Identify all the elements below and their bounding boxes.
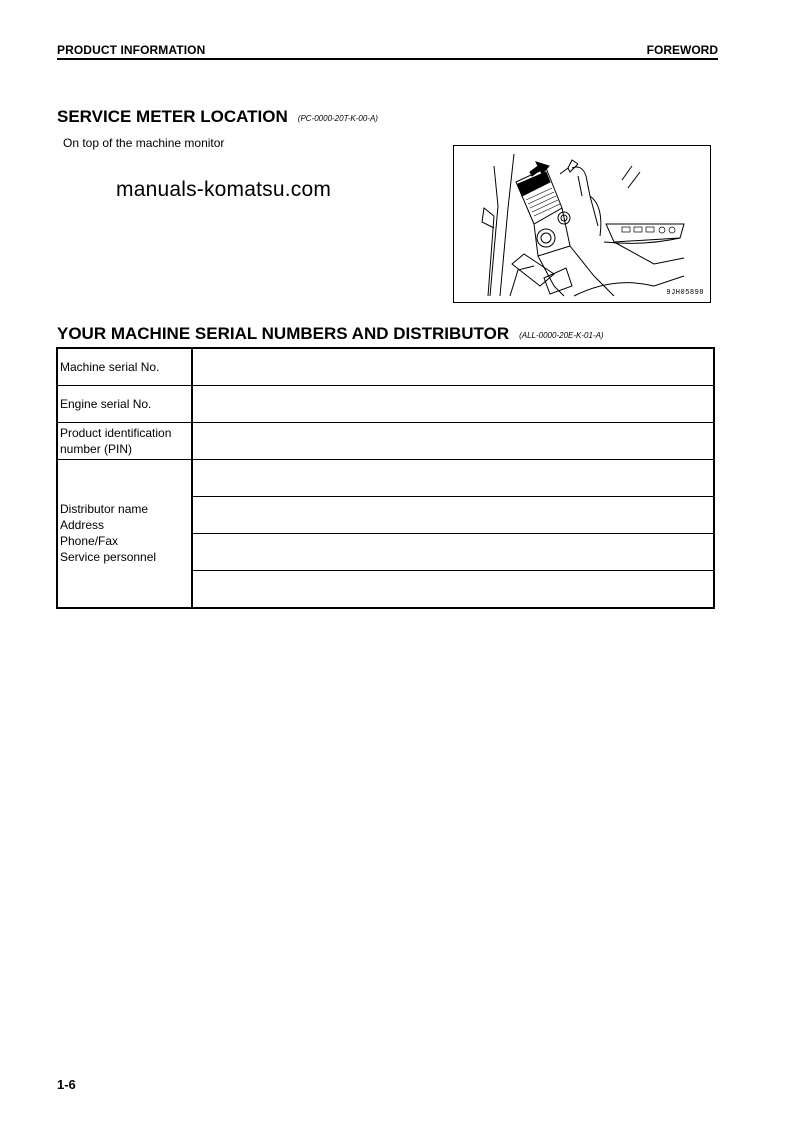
table-row bbox=[57, 348, 714, 385]
table-row bbox=[57, 459, 714, 496]
engine-serial-label bbox=[57, 385, 192, 422]
service-meter-figure bbox=[453, 145, 711, 303]
pin-label-line2: number (PIN) bbox=[60, 441, 133, 456]
serial-numbers-code: (ALL-0000-20E-K-01-A) bbox=[519, 331, 604, 340]
cab-interior-illustration bbox=[454, 146, 710, 302]
page-number: 1-6 bbox=[57, 1077, 76, 1092]
header-chapter-title: FOREWORD bbox=[646, 43, 718, 57]
table-row bbox=[57, 385, 714, 422]
serial-numbers-heading bbox=[57, 324, 604, 344]
service-meter-description: On top of the machine monitor bbox=[63, 136, 225, 150]
service-meter-heading bbox=[57, 107, 378, 127]
header-rule bbox=[57, 58, 718, 60]
pin-label-line1: Product identification bbox=[60, 425, 172, 440]
machine-serial-label-text: Machine serial No. bbox=[60, 359, 160, 374]
machine-serial-label bbox=[57, 348, 192, 385]
phone-fax-field[interactable] bbox=[192, 534, 714, 571]
serial-numbers-table bbox=[56, 347, 715, 609]
header-section-title: PRODUCT INFORMATION bbox=[57, 43, 206, 57]
machine-serial-field[interactable] bbox=[192, 348, 714, 385]
engine-serial-field[interactable] bbox=[192, 385, 714, 422]
service-personnel-field[interactable] bbox=[192, 571, 714, 608]
pin-field[interactable] bbox=[192, 422, 714, 459]
address-field[interactable] bbox=[192, 497, 714, 534]
figure-code: 9JH05898 bbox=[666, 289, 704, 297]
watermark-text: manuals-komatsu.com bbox=[116, 178, 332, 201]
distributor-name-field[interactable] bbox=[192, 459, 714, 496]
service-meter-code: (PC-0000-20T-K-00-A) bbox=[297, 114, 378, 123]
pin-label bbox=[57, 422, 192, 459]
phone-fax-label: Phone/Fax bbox=[60, 534, 119, 549]
distributor-name-label: Distributor name bbox=[60, 502, 149, 517]
table-row bbox=[57, 422, 714, 459]
address-label: Address bbox=[60, 518, 105, 533]
service-meter-title: SERVICE METER LOCATION bbox=[57, 107, 288, 126]
engine-serial-label-text: Engine serial No. bbox=[60, 396, 152, 411]
service-personnel-label: Service personnel bbox=[60, 550, 157, 565]
distributor-label bbox=[57, 459, 192, 608]
serial-numbers-title: YOUR MACHINE SERIAL NUMBERS AND DISTRIBUTOR bbox=[57, 324, 510, 343]
